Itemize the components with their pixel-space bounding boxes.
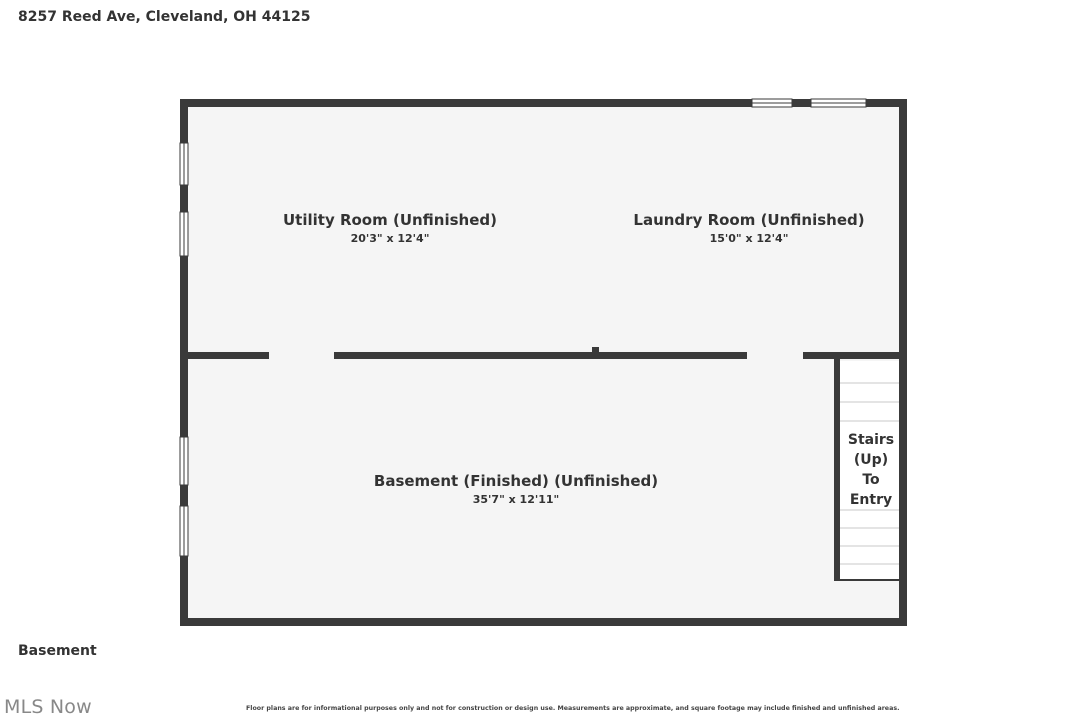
basement-room-dims: 35'7" x 12'11": [472, 493, 560, 506]
utility-room-name: Utility Room (Unfinished): [283, 211, 497, 229]
basement-room-name: Basement (Finished) (Unfinished): [373, 472, 659, 490]
laundry-room-name: Laundry Room (Unfinished): [633, 211, 865, 229]
laundry-room-dims: 15'0" x 12'4": [709, 232, 789, 245]
floor-label: Basement: [18, 643, 97, 659]
brand-logo: MLS Now: [4, 696, 92, 718]
stairs-label-line-4: Entry: [849, 492, 893, 508]
disclaimer: Floor plans are for informational purposes only and not for construction or design use. Measurements are approximate, and square footage may include finished and unfinished areas.: [246, 705, 900, 712]
property-address: 8257 Reed Ave, Cleveland, OH 44125: [18, 9, 311, 25]
stairs: [834, 359, 899, 581]
stairs-label-line-1: Stairs: [847, 432, 895, 448]
stairs-label-line-3: To: [862, 472, 880, 488]
floor-area: [184, 103, 903, 622]
utility-room-dims: 20'3" x 12'4": [350, 232, 430, 245]
stairs-label-line-2: (Up): [853, 452, 889, 468]
